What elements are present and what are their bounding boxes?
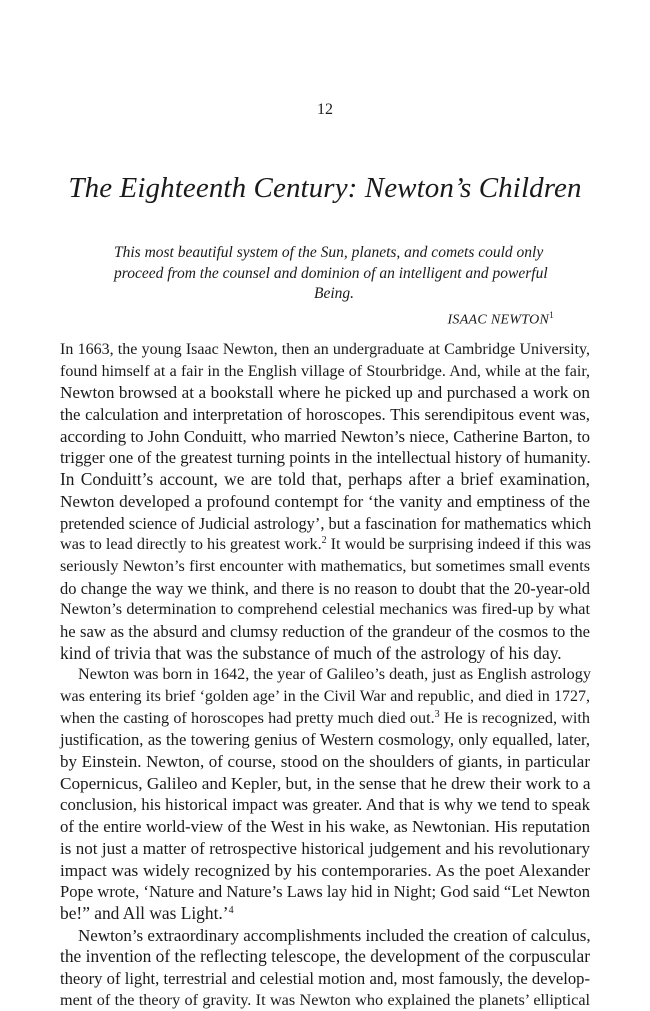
body-line-text: He is recognized, with <box>439 708 591 727</box>
body-line-text: In 1663, the young Isaac Newton, then an undergraduate at Cambridge University, <box>60 341 590 358</box>
epigraph-line: This most beautiful system of the Sun, planets, and comets could only <box>114 244 544 261</box>
epigraph-author: ISAAC NEWTON <box>447 312 550 328</box>
body-line-text: seriously Newton’s first encounter with mathematics, but sometimes small events <box>60 556 590 575</box>
body-line <box>60 925 590 947</box>
body-line <box>60 578 590 600</box>
body-line-text: the invention of the reflecting telescope, the development of the corpuscular <box>60 946 590 967</box>
body-line-text: do change the way we think, and there is no reason to doubt that the 20-year-old <box>60 578 590 598</box>
body-line <box>60 860 590 882</box>
body-line-text: Newton was born in 1642, the year of Galileo’s death, just as English astrology <box>78 665 591 684</box>
body-line-text: found himself at a fair in the English village of Stourbridge. And, while at the fair, <box>60 362 590 380</box>
body-line <box>60 664 590 686</box>
body-line <box>60 773 590 795</box>
body-line-text: theory of light, terrestrial and celestial motion and, most famously, the develop- <box>60 968 590 988</box>
body-line-text: kind of trivia that was the substance of much of the astrology of his day. <box>60 642 562 663</box>
chapter-title: The Eighteenth Century: Newton’s Children <box>68 172 582 204</box>
body-line-text: of the entire world-view of the West in his wake, as Newtonian. His reputation <box>60 817 590 837</box>
body-line-text: trigger one of the greatest turning points in the intellectual history of humanity. <box>60 448 591 468</box>
body-line-text: In Conduitt’s account, we are told that, perhaps after a brief examination, <box>60 469 590 490</box>
body-line <box>60 881 590 903</box>
page-number: 12 <box>317 101 333 118</box>
epigraph-attribution <box>114 305 554 331</box>
body-line <box>60 729 590 751</box>
body-line <box>60 621 590 643</box>
body-line <box>60 447 590 469</box>
body-line <box>60 534 590 556</box>
body-line-text: It would be surprising indeed if this was <box>326 535 591 554</box>
footnote-marker: 3 <box>434 708 440 720</box>
body-line-text: when the casting of horoscopes had pretty much died out. <box>60 708 435 727</box>
body-line-text: impact was widely recognized by his contemporaries. As the poet Alexander <box>60 860 590 880</box>
body-line <box>60 643 590 665</box>
body-line-text: Newton’s extraordinary accomplishments included the creation of calculus, <box>78 925 591 945</box>
body-line <box>60 361 590 383</box>
body-line-text: Newton’s determination to comprehend celestial mechanics was fired-up by what <box>60 600 590 619</box>
body-line-text: the calculation and interpretation of horoscopes. This serendipitous event was, <box>60 405 590 425</box>
body-line <box>60 816 590 838</box>
body-line-text: according to John Conduitt, who married Newton’s niece, Catherine Barton, to <box>60 426 590 446</box>
body-line-text: was to lead directly to his greatest work. <box>60 535 322 554</box>
body-line <box>60 708 590 730</box>
body-line-text: justification, as the towering genius of Western cosmology, only equalled, later, <box>60 730 590 750</box>
body-line-text: ment of the theory of gravity. It was Newton who explained the planets’ elliptical <box>60 990 590 1009</box>
body-line <box>60 491 590 513</box>
body-line <box>60 838 590 860</box>
body-line-text: Copernicus, Galileo and Kepler, but, in the sense that he drew their work to a <box>60 773 591 793</box>
body-line <box>60 903 590 925</box>
body-line-text: he saw as the absurd and clumsy reduction of the grandeur of the cosmos to the <box>60 621 590 641</box>
body-line-text: conclusion, his historical impact was greater. And that is why we tend to speak <box>60 795 590 815</box>
body-line <box>60 686 590 708</box>
body-line-text: by Einstein. Newton, of course, stood on the shoulders of giants, in particular <box>60 752 590 772</box>
body-line <box>60 404 590 426</box>
body-line-text: be!” and All was Light.’ <box>60 902 229 923</box>
epigraph-line: Being. <box>313 285 355 302</box>
body-line <box>60 513 590 535</box>
footnote-marker: 1 <box>549 309 554 320</box>
body-line-text: pretended science of Judicial astrology’, but a fascination for mathematics which <box>60 513 592 533</box>
body-line <box>60 599 590 621</box>
body-line <box>60 946 590 968</box>
body-line-text: is not just a matter of retrospective historical judgement and his revolutionary <box>60 838 590 858</box>
epigraph <box>114 243 554 331</box>
body-line <box>60 339 590 361</box>
footnote-marker: 2 <box>321 535 327 547</box>
body-line-text: Newton developed a profound contempt for ‘the vanity and emptiness of the <box>60 491 590 511</box>
body-line <box>60 751 590 773</box>
body-text <box>60 339 590 1011</box>
body-line <box>60 990 590 1011</box>
body-line <box>60 794 590 816</box>
body-line-text: was entering its brief ‘golden age’ in the Civil War and republic, and died in 1727, <box>60 688 590 705</box>
body-line-text: Newton browsed at a bookstall where he picked up and purchased a work on <box>60 383 590 403</box>
body-line <box>60 968 590 990</box>
body-line-text: Pope wrote, ‘Nature and Nature’s Laws lay hid in Night; God said “Let Newton <box>60 882 590 902</box>
footnote-marker: 4 <box>228 904 234 916</box>
body-line <box>60 382 590 404</box>
body-line <box>60 556 590 578</box>
body-line <box>60 426 590 448</box>
epigraph-line: proceed from the counsel and dominion of an intelligent and powerful <box>114 264 548 282</box>
body-line <box>60 469 590 491</box>
